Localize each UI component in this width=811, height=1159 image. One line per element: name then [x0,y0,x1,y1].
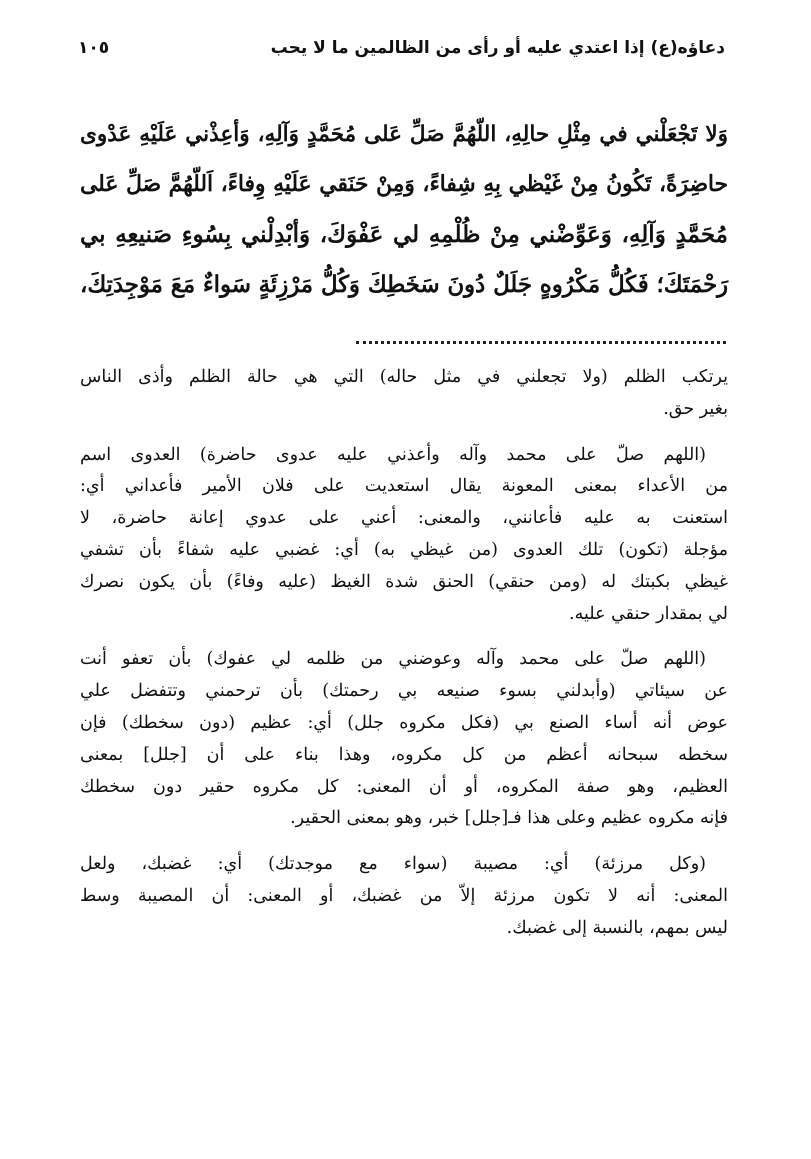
commentary-line: (وكل مرزئة) أي: مصيبة (سواء مع موجدتك) أي: غضبك، ولعل [80,854,706,875]
commentary-line: غيظي بكبتك له (ومن حنقي) الحنق شدة الغيظ (عليه وفاءً) بأن يكون نصرك [80,571,728,592]
commentary-line: استعنت به عليه فأعانني، والمعنى: أعني على عدوي إعانة حاضرة، لا [80,508,728,529]
commentary-line: (اللهم صلّ على محمد وآله وعوضني من ظلمه لي عفوك) بأن تعفو أنت [80,649,706,670]
commentary-line: عن سيئاتي (وأبدلني بسوء صنيعه بي رحمتك) بأن ترحمني وتتفضل علي [80,681,728,702]
page-number: ١٠٥ [78,38,110,58]
running-title: دعاؤه(ع) إذا اعتدي عليه أو رأى من الظالمين ما لا يحب [270,38,725,58]
dotted-divider [356,341,726,344]
supplication-line: رَحْمَتَكَ؛ فَكُلُّ مَكْرُوهٍ جَلَلٌ دُونَ سَخَطِكَ وَكُلُّ مَرْزِئَةٍ سَواءٌ مَعَ مَوْجِدَتِكَ، [80,272,728,298]
commentary-line: عوض أنه أساء الصنع بي (فكل مكروه جلل) أي: عظيم (دون سخطك) فإن [80,712,728,733]
commentary-line: مؤجلة (تكون) تلك العدوى (من غيظي به) أي: غضبي عليه شفاءً بأن تشفي [80,539,728,560]
commentary-line: المعنى: أنه لا تكون مرزئة إلاّ من غضبك، أو المعنى: أن المصيبة وسط [80,885,728,906]
commentary-line: بغير حق. [663,398,728,419]
supplication-line: وَلا تَجْعَلْني في مِثْلِ حالِهِ، اللّهُمَّ صَلِّ عَلى مُحَمَّدٍ وَآلِهِ، وَأعِذْني عَلَيْهِ عَدْوى [80,122,728,147]
commentary-paragraph [80,440,728,631]
commentary-paragraph [80,644,728,835]
commentary-section [80,362,728,959]
supplication-line: مُحَمَّدٍ وَآلِهِ، وَعَوِّضْني مِنْ ظُلْمِهِ لي عَفْوَكَ، وَأبْدِلْني بِسُوءِ صَنيعِهِ بي [80,221,728,248]
commentary-line: فإنه مكروه عظيم وعلى هذا فـ[جلل] خبر، وهو بمعنى الحقير. [290,808,728,829]
commentary-paragraph [80,362,728,426]
commentary-line: سخطه سبحانه أعظم من كل مكروه، وهذا بناء على أن [جلل] بمعنى [80,744,728,765]
commentary-line: يرتكب الظلم (ولا تجعلني في مثل حاله) التي هي حالة الظلم وأذى الناس [80,367,728,387]
commentary-line: ليس بمهم، بالنسبة إلى غضبك. [506,917,728,938]
supplication-text [80,110,728,310]
commentary-paragraph [80,849,728,944]
commentary-line: لي بمقدار حنقي عليه. [569,603,728,624]
commentary-line: العظيم، وهو صفة المكروه، أو أن المعنى: كل مكروه حقير دون سخطك [80,776,728,797]
page-header [78,38,725,68]
commentary-line: من الأعداء بمعنى المعونة يقال استعديت على فلان الأمير فأعداني أي: [80,476,728,497]
supplication-line: حاضِرَةً، تَكُونُ مِنْ غَيْظي بِهِ شِفاءً، وَمِنْ حَنَقي عَلَيْهِ وِفاءً، اَللّهُمَّ صَلِّ عَلى [80,172,728,197]
commentary-line: (اللهم صلّ على محمد وآله وأعذني عليه عدوى حاضرة) العدوى اسم [80,444,706,465]
